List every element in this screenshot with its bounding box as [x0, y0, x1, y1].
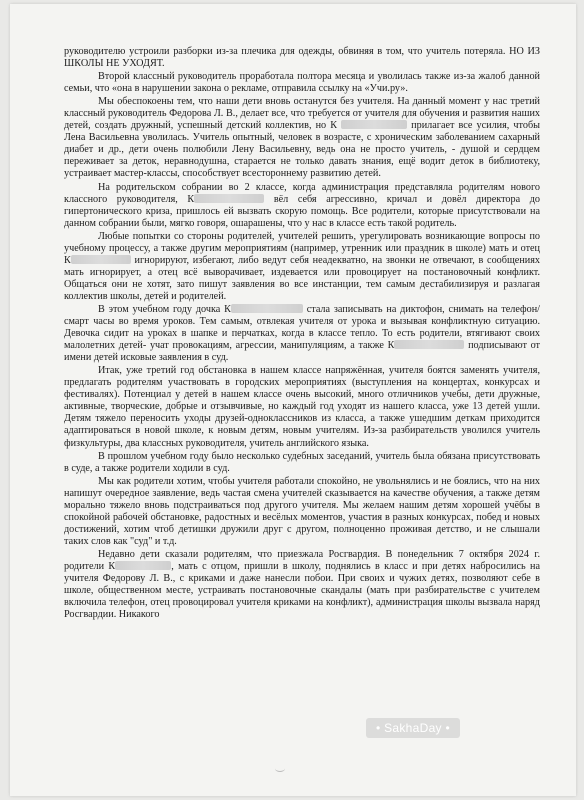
- document-page: [10, 4, 576, 796]
- paragraph-5-text-a: Любые попытки со стороны родителей, учителей решить, урегулировать возникающие вопросы по учебному процессу, а также другим мероприятиям (например, утренник или праздник в школе) мать и отец К: [64, 230, 540, 266]
- paragraph-10: [64, 549, 540, 621]
- paragraph-8: В прошлом учебном году было несколько судебных заседаний, учитель была обязана присутствовать в суде, а также родители ходили в суд.: [64, 450, 540, 474]
- document-body: [64, 46, 540, 622]
- watermark-logo: • SakhaDay •: [366, 718, 460, 738]
- paragraph-6: [64, 304, 540, 364]
- paragraph-9: Мы как родители хотим, чтобы учителя работали спокойно, не увольнялись и не боялись, что на них напишут очередное заявление, ведь частая смена учителей сказывается на качестве обучения, а также детям морально тяжело вновь подстраиваться под другого учителя. Мы желаем нашим детям хорошей учёбы в спокойной рабочей обстановке, радостных и весёлых моментов, участия в разных конкурсах, побед и новых достижений, хотим чтоб детишки дружили друг с другом, полноценно проживая детство, и не слышали таких слов как "суд" и т.д.: [64, 475, 540, 547]
- paragraph-4-text-a: На родительском собрании во 2 классе, когда администрация представляла родителям нового классного руководителя, К: [64, 181, 540, 205]
- redacted-name: [115, 561, 171, 570]
- paragraph-4-text-b: вёл себя агрессивно, кричал и довёл директора до гипертонического криза, пришлось ей вызвать скорую помощь. Все родители, которые присутствовали на данном собрании были, мягко говоря, ошарашены, что у нас в классе есть такой родитель.: [64, 193, 540, 229]
- paragraph-3: [64, 96, 540, 180]
- page-mark: [275, 765, 285, 772]
- paragraph-10-text-a: Недавно дети сказали родителям, что приезжала Росгвардия. В понедельник 7 октября 2024 г. родители К: [64, 548, 540, 572]
- paragraph-5-text-b: игнорируют, избегают, либо ведут себя неадекватно, на звонки не отвечают, в сообщениях мать игнорирует, а отец всё выворачивает, издевается или провоцирует на постановочный конфликт. Общаться они не хотят, зато пишут заявления во все инстанции, тем самым дестабилизируя и разлагая коллектив школы, детей и родителей.: [64, 254, 541, 302]
- paragraph-10-text-b: , мать с отцом, пришли в школу, поднялись в класс и при детях набросились на учителя Федорову Л. В., с криками и даже нанесли побои. При своих и чужих детях, позволяют себе в школе, общественном месте, устраивать постановочные скандалы (мать при разбирательстве с учителем включила телефон, отец провоцировал учителя криками на конфликт), администрация школы вызвала наряд Росгвардии. Никакого: [64, 560, 540, 621]
- paragraph-4: [64, 182, 540, 230]
- paragraph-3-text-b: прилагает все усилия, чтобы Лена Васильевна уволилась. Учитель опытный, человек в возрасте, с хроническим заболеванием сахарный диабет и др., дети очень полюбили Лену Васильевну, ведь она не просто учитель, - душой и сердцем переживает за деток, неравнодушна, старается не только давать знания, ещё водит деток в библиотеку, устраивает мастер-классы, способствует всестороннему развитию детей.: [64, 120, 540, 180]
- redacted-name: [71, 255, 131, 264]
- paragraph-3-text-a: Мы обеспокоены тем, что наши дети вновь останутся без учителя. На данный момент у нас третий классный руководитель Федорова Л. В., делает все, что требуется от учителя для обучения и развития наших детей, создать дружный, успешный детский коллектив, но К: [64, 96, 540, 132]
- paragraph-1: руководителю устроили разборки из-за плечика для одежды, обвиняя в том, что учитель потеряла. НО ИЗ ШКОЛЫ НЕ УХОДЯТ.: [64, 46, 540, 70]
- redacted-name: [341, 120, 407, 129]
- paragraph-7: Итак, уже третий год обстановка в нашем классе напряжённая, учителя боятся заменять учителя, предлагать родителям участвовать в городских мероприятиях (выступления на концертах, конкурсах и фестивалях). Потенциал у детей в нашем классе очень высокий, много отличников учебы, дети дружные, активные, творческие, добрые и отзывчивые, но каждый год уходят из нашего класса, уже 13 детей ушли. Детям тяжело переносить уходы друзей-одноклассников из класса, а также ушедшим деткам приходится адаптироваться в новой школе, к новым детям, новым учителям. Из-за разбирательств уволился учитель физкультуры, два классных руководителя, учитель английского языка.: [64, 365, 540, 449]
- redacted-name: [231, 304, 303, 313]
- paragraph-2: Второй классный руководитель проработала полтора месяца и уволилась также из-за жалоб данной семьи, что «она в нарушении закона о рекламе, отправила ссылку на «Учи.ру».: [64, 71, 540, 95]
- paragraph-5: [64, 231, 540, 303]
- paragraph-6-text-b: стала записывать на диктофон, снимать на телефон/ смарт часы во время уроков. Тем самым, отвлекая учителя от урока и вызывая конфликтную ситуацию. Девочка сидит на уроках в шапке и перчатках, когда в классе тепло. То есть родители, втягивают своих малолетних детей- учат провокациям, агрессии, манипуляциям, а также К: [64, 303, 540, 352]
- redacted-name: [194, 194, 264, 203]
- redacted-name: [394, 340, 464, 349]
- paragraph-6-text-c: подписывают от имени детей исковые заявления в суд.: [64, 340, 540, 364]
- paragraph-6-text-a: В этом учебном году дочка К: [98, 303, 231, 315]
